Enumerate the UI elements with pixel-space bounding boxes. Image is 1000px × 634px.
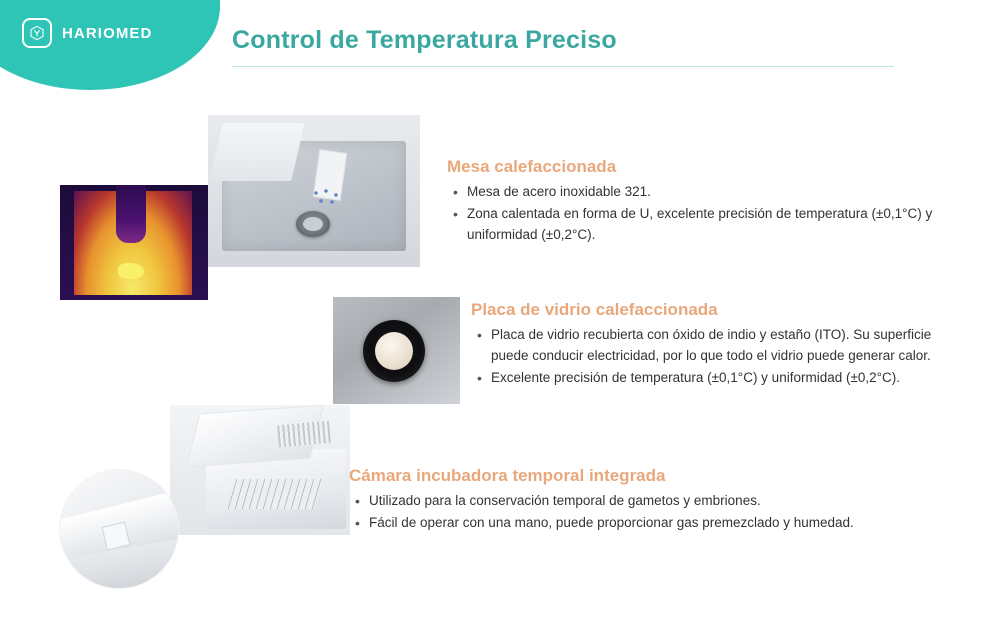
sample-dots (312, 189, 342, 205)
list-item: • Utilizado para la conservación temporal de gametos y embriones. (367, 491, 959, 512)
list-item: • Placa de vidrio recubierta con óxido de indio y estaño (ITO). Su superficie puede conducir electricidad, por lo que todo el vidrio puede generar calor. (489, 325, 971, 367)
thermal-imaging-photo (60, 185, 208, 300)
incubator-chamber-photo (170, 405, 350, 535)
incubator-vent (277, 421, 331, 447)
brand-lockup (22, 18, 152, 48)
heated-table-photo (208, 115, 420, 267)
section-bullet-list (349, 491, 959, 534)
thermal-hotspot (118, 263, 144, 279)
section-heading: Mesa calefaccionada (447, 157, 617, 176)
title-divider (232, 66, 894, 67)
incubator-detail-closeup (60, 470, 178, 588)
glass-plate-ring (363, 320, 425, 382)
section-bullet-list (447, 182, 967, 246)
list-item: • Zona calentada en forma de U, excelente precisión de temperatura (±0,1°C) y uniformidad (±0,2°C). (465, 204, 967, 246)
hexagon-logo-icon (22, 18, 52, 48)
list-item: • Fácil de operar con una mano, puede proporcionar gas premezclado y humedad. (367, 513, 959, 534)
list-item: • Mesa de acero inoxidable 321. (465, 182, 967, 203)
section-heading: Cámara incubadora temporal integrada (349, 466, 666, 485)
heated-glass-plate-photo (333, 297, 460, 404)
section-heading: Placa de vidrio calefaccionada (471, 300, 718, 319)
section-glass-plate (471, 300, 971, 390)
page-title: Control de Temperatura Preciso (232, 26, 617, 54)
section-incubator-chamber (349, 466, 959, 535)
petri-dish (296, 211, 330, 237)
section-bullet-list (471, 325, 971, 389)
table-lid-panel (209, 123, 304, 181)
incubator-tray-grid (228, 479, 323, 509)
list-item: • Excelente precisión de temperatura (±0,1°C) y uniformidad (±0,2°C). (489, 368, 971, 389)
brand-name: HARIOMED (62, 24, 153, 42)
thermal-u-shape-notch (116, 185, 146, 243)
section-heated-table (447, 157, 967, 247)
